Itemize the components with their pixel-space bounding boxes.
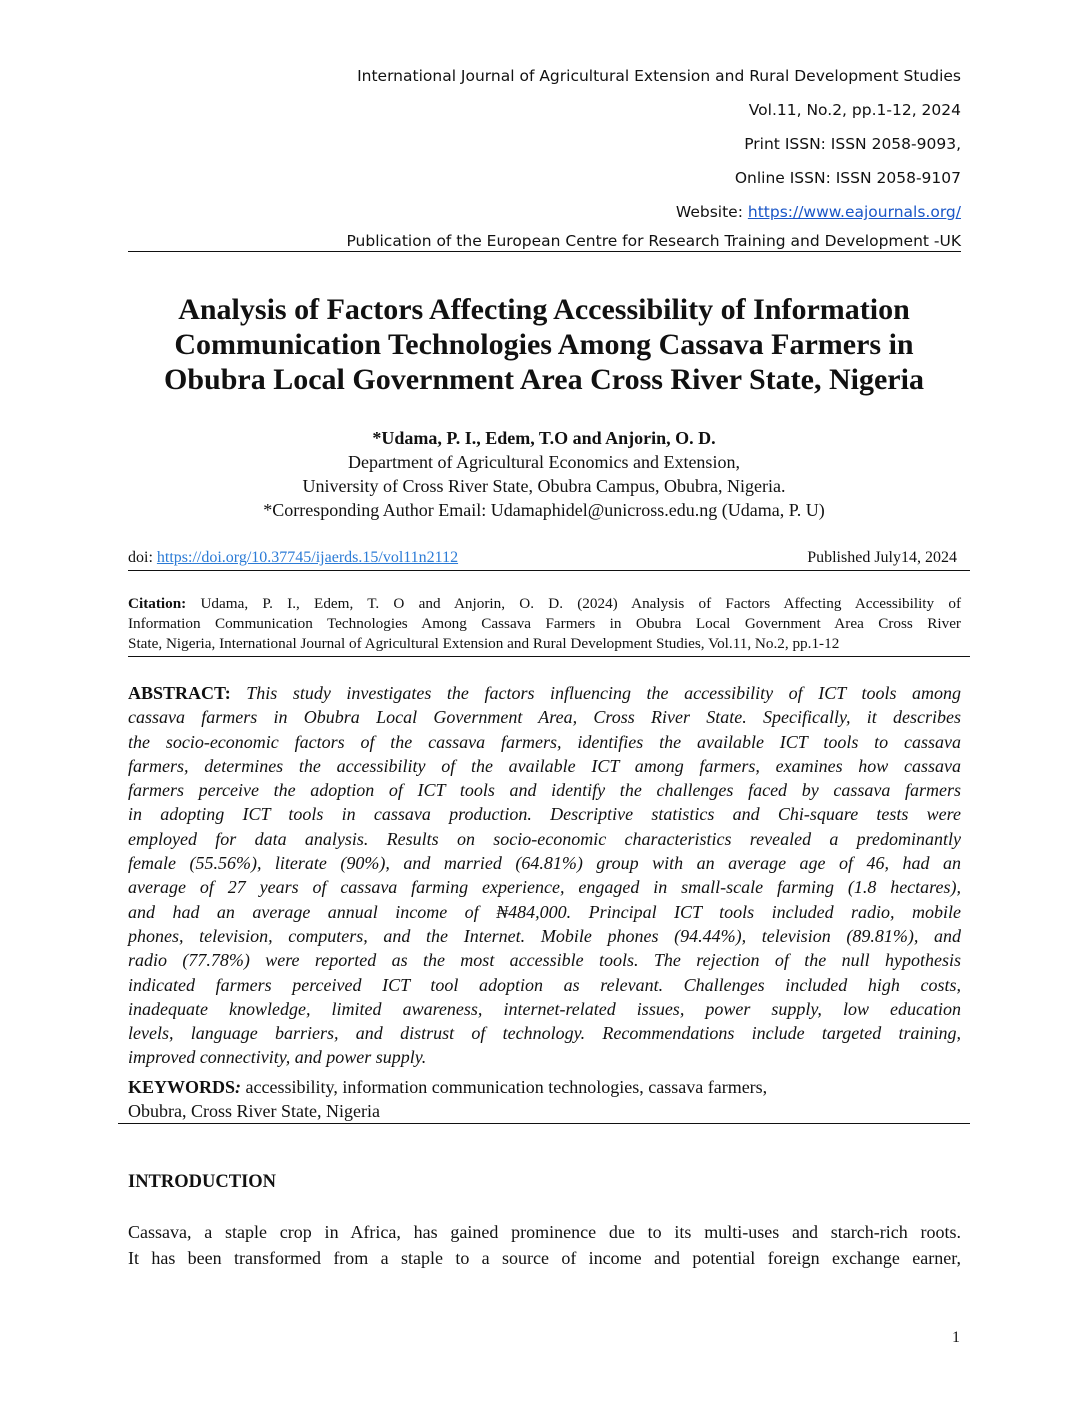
abstract-label: ABSTRACT: bbox=[128, 683, 231, 703]
publisher-line: Publication of the European Centre for Research Training and Development -UK bbox=[346, 232, 961, 250]
keywords-text-1: accessibility, information communication technologies, cassava farmers, bbox=[241, 1077, 768, 1097]
keywords-colon: : bbox=[235, 1077, 242, 1097]
website-link[interactable]: https://www.eajournals.org/ bbox=[747, 203, 961, 221]
journal-name: International Journal of Agricultural Extension and Rural Development Studies bbox=[357, 67, 961, 85]
citation bbox=[128, 594, 961, 654]
introduction-line: It has been transformed from a staple to a source of income and potential foreign exchange earner, bbox=[128, 1248, 961, 1268]
journal-volume: Vol.11, No.2, pp.1-12, 2024 bbox=[748, 101, 961, 119]
journal-header bbox=[128, 62, 961, 232]
keywords-label: KEYWORDS bbox=[128, 1077, 236, 1097]
abstract-line: inadequate knowledge, limited awareness, internet-related issues, power supply, low education bbox=[128, 998, 961, 1019]
title-line-1: Analysis of Factors Affecting Accessibility of Information bbox=[178, 293, 910, 326]
author-department: Department of Agricultural Economics and Extension, bbox=[348, 452, 740, 472]
author-names: *Udama, P. I., Edem, T.O and Anjorin, O. D. bbox=[372, 428, 716, 448]
abstract-line: radio (77.78%) were reported as the most accessible tools. The rejection of the null hypothesis bbox=[128, 950, 961, 971]
abstract-line: employed for data analysis. Results on socio-economic characteristics revealed a predominantly bbox=[128, 828, 961, 849]
paper-title bbox=[100, 292, 988, 397]
keywords bbox=[128, 1075, 961, 1123]
published-date: Published July14, 2024 bbox=[807, 549, 957, 566]
introduction-line: Cassava, a staple crop in Africa, has gained prominence due to its multi-uses and starch-rich roots. bbox=[128, 1222, 961, 1242]
abstract-line: average of 27 years of cassava farming experience, engaged in small-scale farming (1.8 hectares), bbox=[128, 877, 961, 898]
keywords-divider bbox=[118, 1123, 970, 1124]
citation-line: Information Communication Technologies Among Cassava Farmers in Obubra Local Government Area Cross River bbox=[128, 615, 961, 632]
abstract-line: female (55.56%), literate (90%), and married (64.81%) group with an average age of 46, had an bbox=[128, 853, 961, 874]
authors-block bbox=[100, 426, 988, 522]
abstract-line: farmers, determines the accessibility of the available ICT among farmers, examines how cassava bbox=[128, 755, 961, 776]
citation-divider bbox=[128, 656, 970, 657]
abstract-line: indicated farmers perceived ICT tool adoption as relevant. Challenges included high costs, bbox=[128, 974, 961, 995]
doi-line bbox=[128, 548, 961, 568]
abstract bbox=[128, 681, 961, 1070]
abstract-line: and had an average annual income of ₦484,000. Principal ICT tools included radio, mobile bbox=[128, 901, 961, 922]
abstract-line: levels, language barriers, and distrust of technology. Recommendations include targeted training, bbox=[128, 1023, 961, 1044]
abstract-line: cassava farmers in Obubra Local Government Area, Cross River State. Specifically, it describes bbox=[128, 707, 961, 728]
doi-divider bbox=[128, 570, 970, 571]
title-line-3: Obubra Local Government Area Cross River State, Nigeria bbox=[164, 363, 924, 396]
header-divider bbox=[128, 251, 961, 252]
abstract-line: the socio-economic factors of the cassava farmers, identifies the available ICT tools to cassava bbox=[128, 731, 961, 752]
doi-label: doi: bbox=[128, 549, 153, 566]
citation-label: Citation: bbox=[128, 595, 187, 612]
introduction-body bbox=[128, 1219, 961, 1271]
title-line-2: Communication Technologies Among Cassava Farmers in bbox=[174, 328, 914, 361]
online-issn: Online ISSN: ISSN 2058-9107 bbox=[734, 169, 961, 187]
keywords-line-1 bbox=[128, 1075, 961, 1099]
doi-link[interactable]: https://doi.org/10.37745/ijaerds.15/vol11n2112 bbox=[156, 549, 459, 566]
author-university: University of Cross River State, Obubra Campus, Obubra, Nigeria. bbox=[302, 476, 786, 496]
website-line bbox=[128, 198, 961, 232]
abstract-line: in adopting ICT tools in cassava production. Descriptive statistics and Chi-square tests were bbox=[128, 804, 961, 825]
corresponding-author: *Corresponding Author Email: Udamaphidel@unicross.edu.ng (Udama, P. U) bbox=[263, 500, 825, 520]
abstract-line: phones, television, computers, and the Internet. Mobile phones (94.44%), television (89.81%), and bbox=[128, 925, 961, 946]
website-label: Website: bbox=[675, 203, 743, 221]
citation-line: Citation: Udama, P. I., Edem, T. O and Anjorin, O. D. (2024) Analysis of Factors Affecting Accessibility of bbox=[128, 595, 962, 612]
page-number: 1 bbox=[952, 1329, 960, 1346]
abstract-line: improved connectivity, and power supply. bbox=[128, 1047, 427, 1068]
abstract-line: farmers perceive the adoption of ICT tools and identify the challenges faced by cassava farmers bbox=[128, 780, 961, 801]
abstract-line: ABSTRACT: This study investigates the factors influencing the accessibility of ICT tools among bbox=[128, 683, 962, 703]
keywords-line-2: Obubra, Cross River State, Nigeria bbox=[128, 1101, 380, 1121]
introduction-heading: INTRODUCTION bbox=[128, 1172, 277, 1192]
citation-line: State, Nigeria, International Journal of Agricultural Extension and Rural Development Studies, Vol.11, No.2, pp.1-12 bbox=[128, 635, 840, 652]
print-issn: Print ISSN: ISSN 2058-9093, bbox=[744, 135, 961, 153]
